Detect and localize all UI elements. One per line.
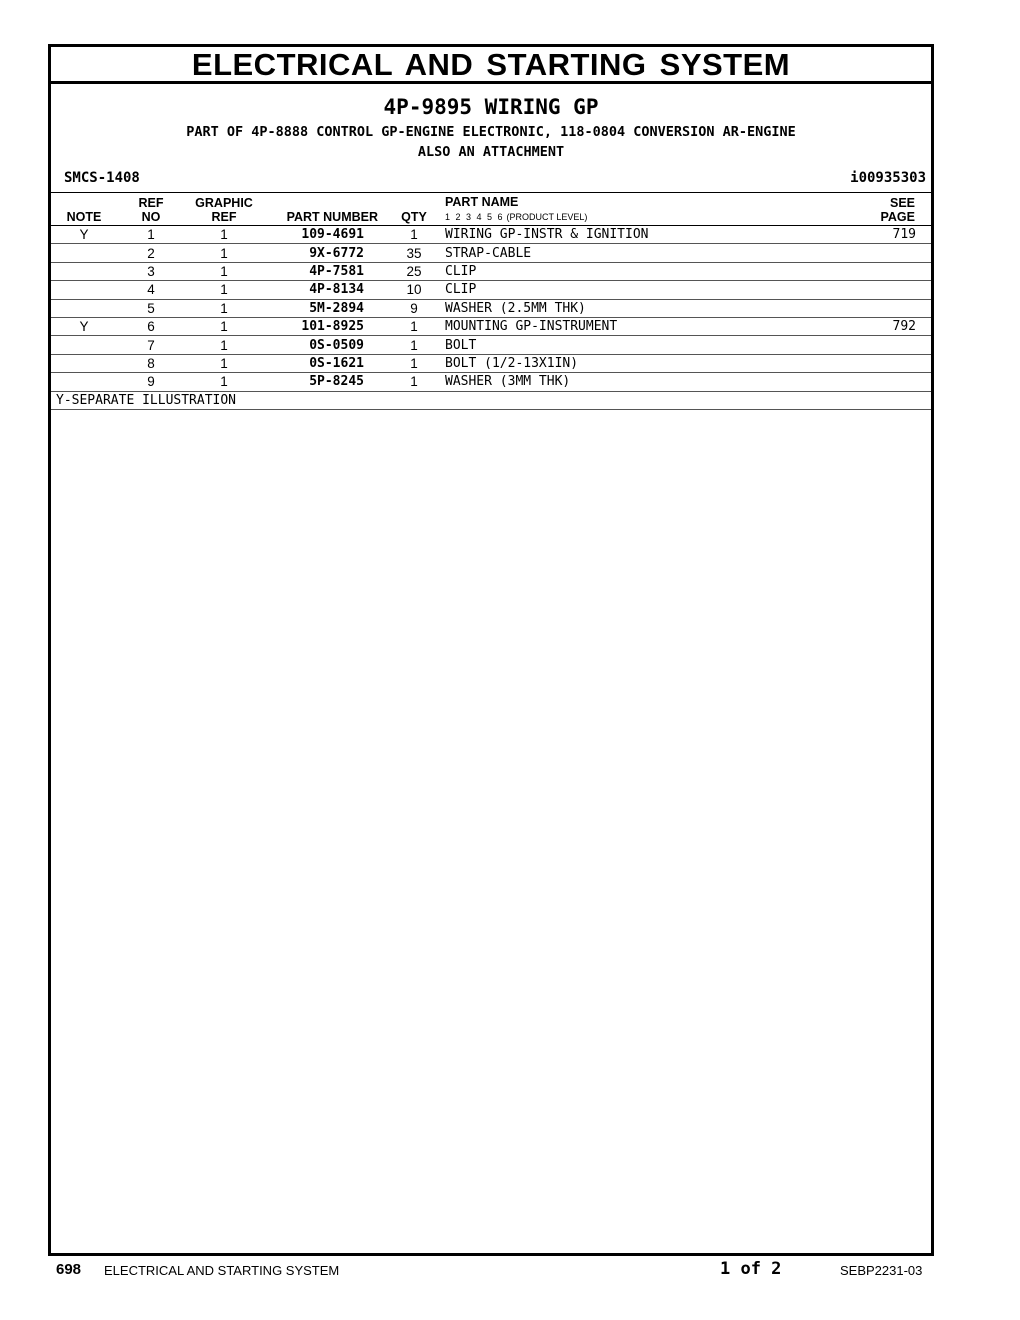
row-graphic-ref: 1: [185, 244, 263, 262]
row-part-name: STRAP-CABLE: [445, 244, 835, 262]
footer-section-name: ELECTRICAL AND STARTING SYSTEM: [104, 1263, 340, 1278]
row-part-number: 5M-2894: [263, 299, 383, 317]
row-part-number: 4P-8134: [263, 281, 383, 299]
qty-header: QTY: [383, 193, 445, 226]
see-page-header: SEE PAGE: [835, 193, 931, 226]
row-qty: 1: [383, 226, 445, 244]
row-graphic-ref: 1: [185, 226, 263, 244]
parts-table: [51, 192, 931, 410]
row-graphic-ref: 1: [185, 336, 263, 354]
row-qty: 1: [383, 336, 445, 354]
table-row: [51, 317, 931, 335]
table-row: [51, 244, 931, 262]
row-graphic-ref: 1: [185, 373, 263, 391]
row-note: [51, 299, 117, 317]
row-part-number: 4P-7581: [263, 262, 383, 280]
row-qty: 25: [383, 262, 445, 280]
part-name-header: PART NAME 1 2 3 4 5 6 (PRODUCT LEVEL): [445, 193, 835, 226]
row-see-page: [835, 299, 931, 317]
row-graphic-ref: 1: [185, 317, 263, 335]
row-graphic-ref: 1: [185, 354, 263, 372]
graphic-ref-header: GRAPHIC REF: [185, 193, 263, 226]
row-qty: 10: [383, 281, 445, 299]
product-levels: 1 2 3 4 5 6 (PRODUCT LEVEL): [445, 212, 588, 222]
row-note: [51, 373, 117, 391]
row-ref-no: 6: [117, 317, 185, 335]
row-part-number: 0S-0509: [263, 336, 383, 354]
row-qty: 35: [383, 244, 445, 262]
illustration-id: i00935303: [850, 170, 926, 186]
row-graphic-ref: 1: [185, 299, 263, 317]
row-part-number: 101-8925: [263, 317, 383, 335]
row-graphic-ref: 1: [185, 281, 263, 299]
row-part-number: 109-4691: [263, 226, 383, 244]
smcs-code: SMCS-1408: [64, 170, 140, 186]
row-part-name: WASHER (3MM THK): [445, 373, 835, 391]
row-qty: 1: [383, 373, 445, 391]
row-qty: 1: [383, 354, 445, 372]
row-part-name: WIRING GP-INSTR & IGNITION: [445, 226, 835, 244]
row-see-page: [835, 262, 931, 280]
row-see-page: [835, 373, 931, 391]
table-row: [51, 373, 931, 391]
row-note: [51, 354, 117, 372]
row-part-name: MOUNTING GP-INSTRUMENT: [445, 317, 835, 335]
row-part-name: CLIP: [445, 281, 835, 299]
row-see-page: 719: [835, 226, 931, 244]
row-note: [51, 281, 117, 299]
document-number: SEBP2231-03: [840, 1263, 923, 1278]
table-row: [51, 281, 931, 299]
ref-no-header: REF NO: [117, 193, 185, 226]
page-footer: [0, 1259, 1020, 1283]
page-frame: [48, 44, 934, 1256]
row-part-number: 9X-6772: [263, 244, 383, 262]
row-ref-no: 8: [117, 354, 185, 372]
row-part-number: 5P-8245: [263, 373, 383, 391]
row-ref-no: 2: [117, 244, 185, 262]
table-row: [51, 354, 931, 372]
footnote-row: [51, 391, 931, 409]
row-part-name: BOLT (1/2-13X1IN): [445, 354, 835, 372]
attachment-line: ALSO AN ATTACHMENT: [417, 144, 565, 160]
part-of-line: PART OF 4P-8888 CONTROL GP-ENGINE ELECTRONIC, 118-0804 CONVERSION AR-ENGINE: [186, 124, 796, 140]
row-part-name: WASHER (2.5MM THK): [445, 299, 835, 317]
row-see-page: [835, 336, 931, 354]
table-row: [51, 262, 931, 280]
row-note: [51, 336, 117, 354]
row-part-number: 0S-1621: [263, 354, 383, 372]
table-header-row: [51, 193, 931, 226]
table-row: [51, 299, 931, 317]
note-header: NOTE: [51, 193, 117, 226]
row-see-page: [835, 281, 931, 299]
row-ref-no: 5: [117, 299, 185, 317]
row-qty: 1: [383, 317, 445, 335]
row-ref-no: 7: [117, 336, 185, 354]
part-number-header: PART NUMBER: [263, 193, 383, 226]
row-part-name: CLIP: [445, 262, 835, 280]
row-note: [51, 244, 117, 262]
row-graphic-ref: 1: [185, 262, 263, 280]
row-qty: 9: [383, 299, 445, 317]
group-title: 4P-9895 WIRING GP: [383, 95, 599, 119]
row-ref-no: 3: [117, 262, 185, 280]
row-part-name: BOLT: [445, 336, 835, 354]
row-ref-no: 1: [117, 226, 185, 244]
row-see-page: [835, 244, 931, 262]
row-note: [51, 262, 117, 280]
page-number: 698: [56, 1261, 82, 1278]
row-see-page: [835, 354, 931, 372]
identifier-row: [51, 168, 931, 190]
separate-illustration-note: Y-SEPARATE ILLUSTRATION: [51, 391, 931, 409]
row-note: Y: [51, 317, 117, 335]
table-row: [51, 336, 931, 354]
sheet-indicator: 1 of 2: [720, 1259, 782, 1279]
section-title: ELECTRICAL AND STARTING SYSTEM: [51, 47, 931, 84]
row-note: Y: [51, 226, 117, 244]
row-ref-no: 9: [117, 373, 185, 391]
row-see-page: 792: [835, 317, 931, 335]
table-row: [51, 226, 931, 244]
row-ref-no: 4: [117, 281, 185, 299]
